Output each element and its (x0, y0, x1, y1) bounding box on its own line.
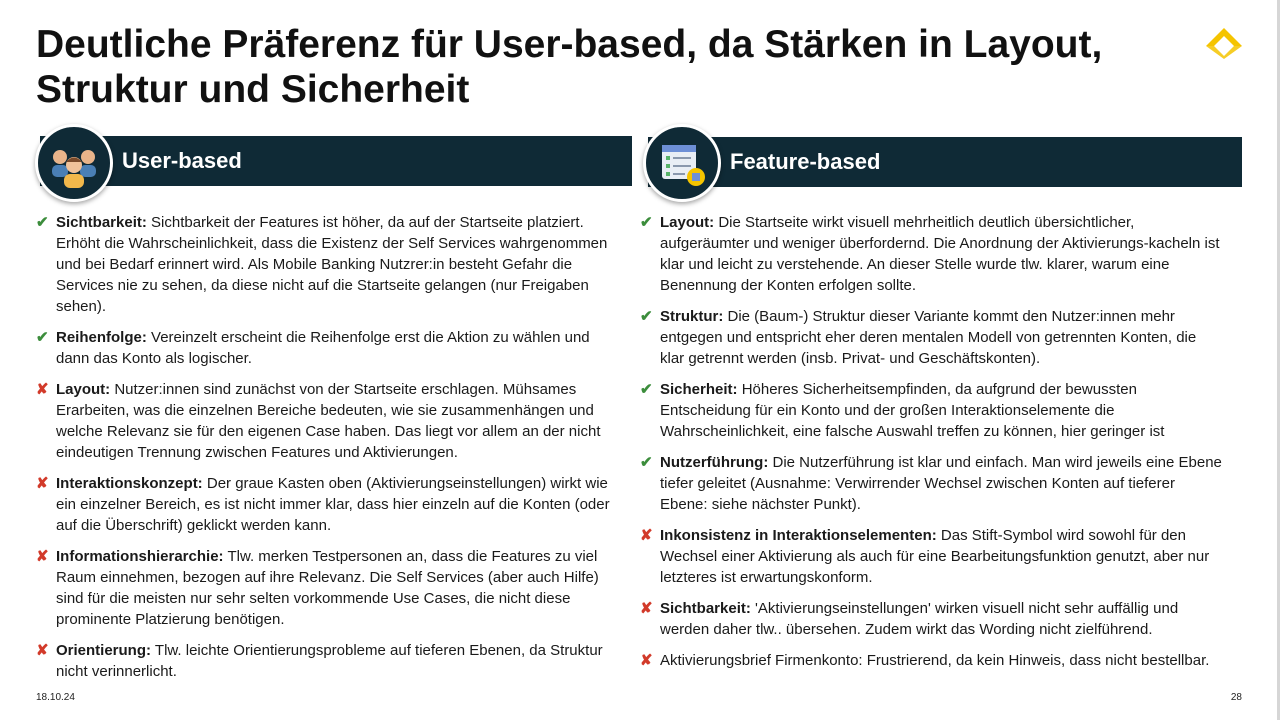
cross-icon: ✘ (36, 475, 49, 492)
feature-based-list (640, 212, 1224, 681)
commerzbank-ribbon-logo-icon (1204, 26, 1244, 60)
page-number: 28 (1230, 692, 1242, 703)
check-icon: ✔ (36, 214, 49, 231)
list-item: ✔ Sichtbarkeit: Sichtbarkeit der Features ist höher, da auf der Startseite platziert. Erhöht die Wahrscheinlichkeit, dass die Existenz der Self Services wahrgenommen und bei Bedarf erinnert wird. Als Mobile Banking Nutzrer:in besteht Gefahr die Services nie zu sehen, da diese nicht auf die Startseite gelangen (nur Freigaben sehen). (36, 214, 608, 315)
check-icon: ✔ (640, 308, 653, 325)
cross-icon: ✘ (36, 381, 49, 398)
user-based-badge (35, 124, 113, 202)
list-item: ✔ Reihenfolge: Vereinzelt erscheint die Reihenfolge erst die Aktion zu wählen und dann das Konto als logischer. (36, 329, 590, 367)
list-item: ✘ Orientierung: Tlw. leichte Orientierungsprobleme auf tieferen Ebenen, da Struktur nicht verinnerlicht. (36, 642, 603, 680)
slide-title: Deutliche Präferenz für User-based, da Stärken in Layout, Struktur und Sicherheit (36, 23, 1103, 111)
list-item: ✘ Aktivierungsbrief Firmenkonto: Frustrierend, da kein Hinweis, dass nicht bestellbar. (640, 652, 1210, 669)
cross-icon: ✘ (640, 600, 653, 617)
check-icon: ✔ (640, 214, 653, 231)
checklist-box-icon (646, 127, 718, 199)
list-item: ✔ Nutzerführung: Die Nutzerführung ist klar und einfach. Man wird jeweils eine Ebene tiefer geleitet (Ausnahme: Verwirrender Wechsel zwischen Konten auf tieferer Ebene: siehe nächster Punkt). (640, 454, 1222, 513)
feature-based-badge (643, 124, 721, 202)
list-item: ✘ Layout: Nutzer:innen sind zunächst von der Startseite erschlagen. Mühsames Erarbeiten, was die einzelnen Bereiche bedeuten, wie sie zusammenhängen und welche Relevanz sie für den eigenen Case haben. Das liegt vor allem an der nicht eindeutigen Trennung zwischen Features und Aktivierungen. (36, 381, 601, 461)
check-icon: ✔ (640, 454, 653, 471)
list-item: ✔ Layout: Die Startseite wirkt visuell mehrheitlich deutlich übersichtlicher, aufgeräumter und weniger überfordernd. Die Anordnung der Aktivierungs-kacheln ist klar und leicht zu verstehende. An dieser Stelle wurde tlw. klarer, warum eine Benennung der Konten erfolgen sollte. (640, 214, 1220, 294)
cross-icon: ✘ (36, 642, 49, 659)
cross-icon: ✘ (640, 652, 653, 669)
check-icon: ✔ (36, 329, 49, 346)
list-item: ✔ Sicherheit: Höheres Sicherheitsempfinden, da aufgrund der bewussten Entscheidung für ein Konto und der großen Interaktionselemente die Wahrscheinlichkeit, eine falsche Auswahl treffen zu können, hier geringer ist (640, 381, 1165, 440)
cross-icon: ✘ (36, 548, 49, 565)
check-icon: ✔ (640, 381, 653, 398)
feature-based-header-label: Feature-based (730, 149, 881, 174)
user-based-header (40, 136, 632, 186)
slide-date: 18.10.24 (36, 692, 75, 703)
user-based-list (36, 212, 620, 692)
users-group-icon (38, 127, 110, 199)
list-item: ✔ Struktur: Die (Baum-) Struktur dieser Variante kommt den Nutzer:innen mehr entgegen und entspricht eher deren mentalen Modell von getrennten Konten, die klar getrennt werden (insb. Privat- und Geschäftskonten). (640, 308, 1197, 367)
list-item: ✘ Informationshierarchie: Tlw. merken Testpersonen an, dass die Features zu viel Raum einnehmen, bezogen auf ihre Relevanz. Die Self Services (aber auch Hilfe) sind für die meisten nur sehr selten vorkommende Use Cases, die nicht diese prominente Platzierung benötigen. (36, 548, 599, 628)
list-item: ✘ Inkonsistenz in Interaktionselementen: Das Stift-Symbol wird sowohl für den Wechsel einer Aktivierung als auch für eine Bearbeitungsfunktion genutzt, aber nur letzteres ist erwartungskonform. (640, 527, 1210, 586)
list-item: ✘ Interaktionskonzept: Der graue Kasten oben (Aktivierungseinstellungen) wirkt wie ein einzelner Bereich, es ist nicht immer klar, dass hier einzeln auf die Konten (oder auf die Überschrift) geklickt werden kann. (36, 475, 610, 534)
feature-based-header (648, 137, 1242, 187)
user-based-header-label: User-based (122, 148, 242, 173)
list-item: ✘ Sichtbarkeit: 'Aktivierungseinstellungen' wirken visuell nicht sehr auffällig und werden daher tlw.. übersehen. Zudem wirkt das Wording nicht zielführend. (640, 600, 1179, 638)
cross-icon: ✘ (640, 527, 653, 544)
